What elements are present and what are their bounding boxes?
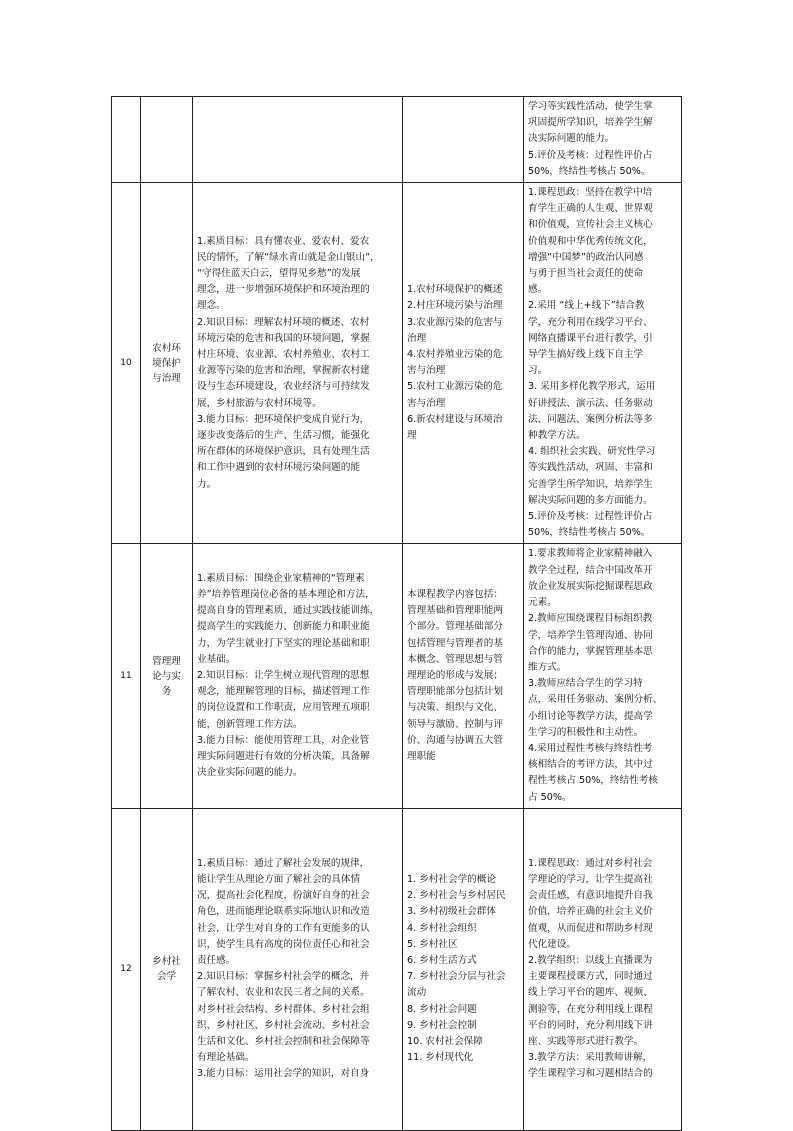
row-number: 11	[112, 544, 141, 808]
teaching-requirements: 1.课程思政：坚持在教学中培 育学生正确的人生观、世界观 和价值观，宣传社会主义核心 价值观和中华优秀传统文化， 增强“中国梦”的政治认同感 与勇于担当社会责任的使命 感。 2.采用 “线上+线下”结合教 学，充分利用在线学习平台、 网络直播课平台进行教学，引 导学生搞好线上线下自主学 习。 3. 采用多样化教学形式，运用 好讲授法、演示法、任务驱动 法、问题法、案例分析法等多 种教学方法。 4. 组织社会实践、研究性学习 等实践性活动，巩固、丰富和 完善学生所学知识，培养学生 解决实际问题的多方面能力。 5.评价及考核：过程性评价占 50%，终结性考核占 50%。	[524, 183, 682, 544]
course-content: 本课程教学内容包括： 管理基础和管理职能两 个部分。管理基础部分 包括管理与管理者的基 本概念、管理思想与管 理理论的形成与发展； 管理职能部分包括计划 与决策、组织与文化、 领导与激励、控制与评 价、沟通与协调五大管 理职能	[403, 544, 524, 808]
course-name: 农村环 境保护 与治理	[141, 183, 193, 544]
course-goals: 1.素质目标：通过了解社会发展的规律， 能让学生从理论方面了解社会的具体情 况，提高社会化程度，扮演好自身的社会 角色，进而能理论联系实际地认识和改造 社会，让学生对自身的工作有更能多的认 识，使学生具有高度的岗位责任心和社会 责任感。 2.知识目标：掌握乡村社会学的概念，并 了解农村、农业和农民三者之间的关系。 对乡村社会结构、乡村群体、乡村社会组 织、乡村社区、乡村社会流动、乡村社会 生活和文化、乡村社会控制和社会保障等 有理论基础。 3.能力目标：运用社会学的知识，对自身	[193, 808, 403, 1130]
row-number: 12	[112, 808, 141, 1130]
teaching-requirements: 学习等实践性活动，使学生掌 巩固提所学知识，培养学生解 决实际问题的能力。 5.评价及考核：过程性评价占 50%，终结性考核占 50%。	[524, 97, 682, 183]
course-goals	[193, 97, 403, 183]
table-row	[112, 183, 682, 544]
table-row	[112, 544, 682, 808]
course-name	[141, 97, 193, 183]
row-number: 10	[112, 183, 141, 544]
course-goals: 1.素质目标：具有懂农业、爱农村、爱农 民的情怀，了解“绿水青山就是金山银山”， “守得住蓝天白云，望得见乡愁”的发展 理念，进一步增强环境保护和环境治理的 理念。 2.知识目标：理解农村环境的概述、农村 环境污染的危害和我国的环境问题，掌握 村庄环境、农业源、农村养殖业、农村工 业源等污染的危害和治理，掌握新农村建 设与生态环境建设，农业经济与可持续发 展，乡村旅游与农村环境等。 3.能力目标：把环境保护变成自觉行为， 逐步改变落后的生产、生活习惯，能强化 所在群体的环境保护意识，具有处理生活 和工作中遇到的农村环境污染问题的能 力。	[193, 183, 403, 544]
teaching-requirements: 1.课程思政：通过对乡村社会 学理论的学习，让学生提高社 会责任感，有意识地提升自我 价值，培养正确的社会主义价 值观，从而促进和帮助乡村现 代化建设。 2.教学组织：以线上直播课为 主要课程授课方式，同时通过 线上学习平台的题库、视频、 测验等，在充分利用线上课程 平台的同时，充分利用线下讲 座、实践等形式进行教学。 3.教学方法：采用教师讲解， 学生课程学习和习题相结合的	[524, 808, 682, 1130]
teaching-requirements: 1.要求教师将企业家精神融入 教学全过程，结合中国改革开 放企业发展实际挖掘课程思政 元素。 2.教师应围绕课程目标组织教 学，培养学生管理沟通、协同 合作的能力，掌握管理基本思 维方式。 3.教师应结合学生的学习特 点，采用任务驱动、案例分析、 小组讨论等教学方法，提高学 生学习的积极性和主动性。 4.采用过程性考核与终结性考 核相结合的考评方法，其中过 程性考核占 50%，终结性考核 占 50%。	[524, 544, 682, 808]
table-row	[112, 808, 682, 1130]
table-row	[112, 97, 682, 183]
course-content: 1. 乡村社会学的概论 2. 乡村社会与乡村居民 3. 乡村初级社会群体 4. 乡村社会组织 5. 乡村社区 6. 乡村生活方式 7. 乡村社会分层与社会 流动 8. 乡村社会问题 9. 乡村社会控制 10. 农村社会保障 11. 乡村现代化	[403, 808, 524, 1130]
course-content	[403, 97, 524, 183]
row-number	[112, 97, 141, 183]
course-goals: 1.素质目标：围绕企业家精神的“管理素 养”培养管理岗位必备的基本理论和方法， 提高自身的管理素质，通过实践技能训练， 提高学生的实践能力、创新能力和职业能 力，为学生就业打下坚实的理论基础和职 业基础。 2.知识目标：让学生树立现代管理的思想 观念，能理解管理的目标，描述管理工作 的岗位设置和工作职责，应用管理五项职 能，创新管理工作方法。 3.能力目标：能使用管理工具，对企业管 理实际问题进行有效的分析决策，具备解 决企业实际问题的能力。	[193, 544, 403, 808]
course-name: 乡村社 会学	[141, 808, 193, 1130]
course-content: 1.农村环境保护的概述 2.村庄环境污染与治理 3.农业源污染的危害与 治理 4.农村养殖业污染的危 害与治理 5.农村工业源污染的危 害与治理 6.新农村建设与环境治 理	[403, 183, 524, 544]
course-name: 管理理 论与实 务	[141, 544, 193, 808]
course-table	[111, 96, 682, 1131]
